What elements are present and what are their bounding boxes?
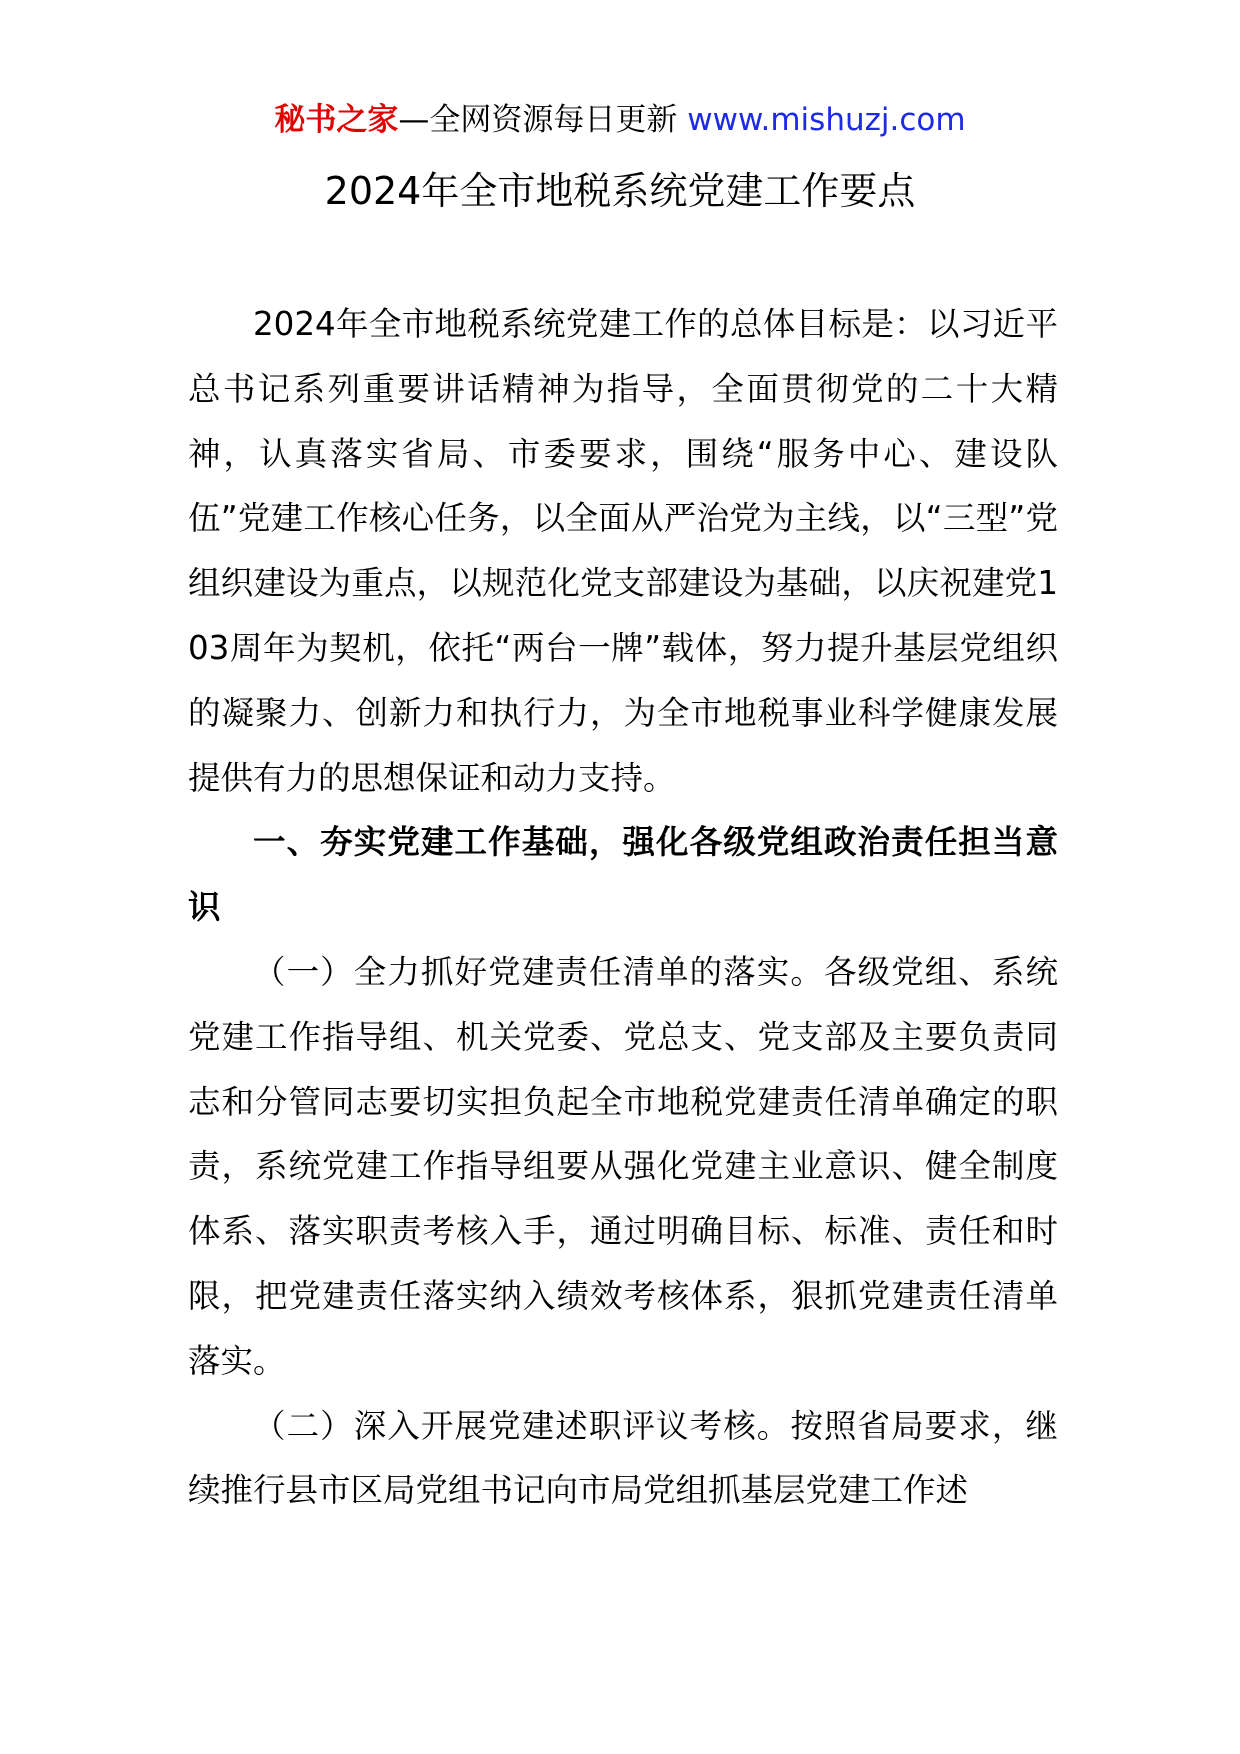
subsection-1-paragraph: （一）全力抓好党建责任清单的落实。各级党组、系统党建工作指导组、机关党委、党总支、党支部及主要负责同志和分管同志要切实担负起全市地税党建责任清单确定的职责，系统党建工作指导组要从强化党建主业意识、健全制度体系、落实职责考核入手，通过明确目标、标准、责任和时限，把党建责任落实纳入绩效考核体系，狠抓党建责任清单落实。 xyxy=(188,952,1058,1380)
document-title: 2024年全市地税系统党建工作要点 xyxy=(324,169,916,213)
site-url-link[interactable]: www.mishuzj.com xyxy=(687,102,966,138)
document-body xyxy=(188,292,1058,1523)
site-header xyxy=(0,100,1240,140)
intro-paragraph: 2024年全市地税系统党建工作的总体目标是：以习近平总书记系列重要讲话精神为指导，全面贯彻党的二十大精神，认真落实省局、市委要求，围绕“服务中心、建设队伍”党建工作核心任务，以全面从严治党为主线，以“三型”党组织建设为重点，以规范化党支部建设为基础，以庆祝建党103周年为契机，依托“两台一牌”载体，努力提升基层党组织的凝聚力、创新力和执行力，为全市地税事业科学健康发展提供有力的思想保证和动力支持。 xyxy=(188,305,1058,797)
brand-name: 秘书之家 xyxy=(274,102,399,138)
section-heading-1: 一、夯实党建工作基础，强化各级党组政治责任担当意识 xyxy=(188,823,1058,927)
header-tagline: —全网资源每日更新 xyxy=(398,102,688,138)
subsection-2-paragraph: （二）深入开展党建述职评议考核。按照省局要求，继续推行县市区局党组书记向市局党组抓基层党建工作述 xyxy=(188,1406,1058,1510)
